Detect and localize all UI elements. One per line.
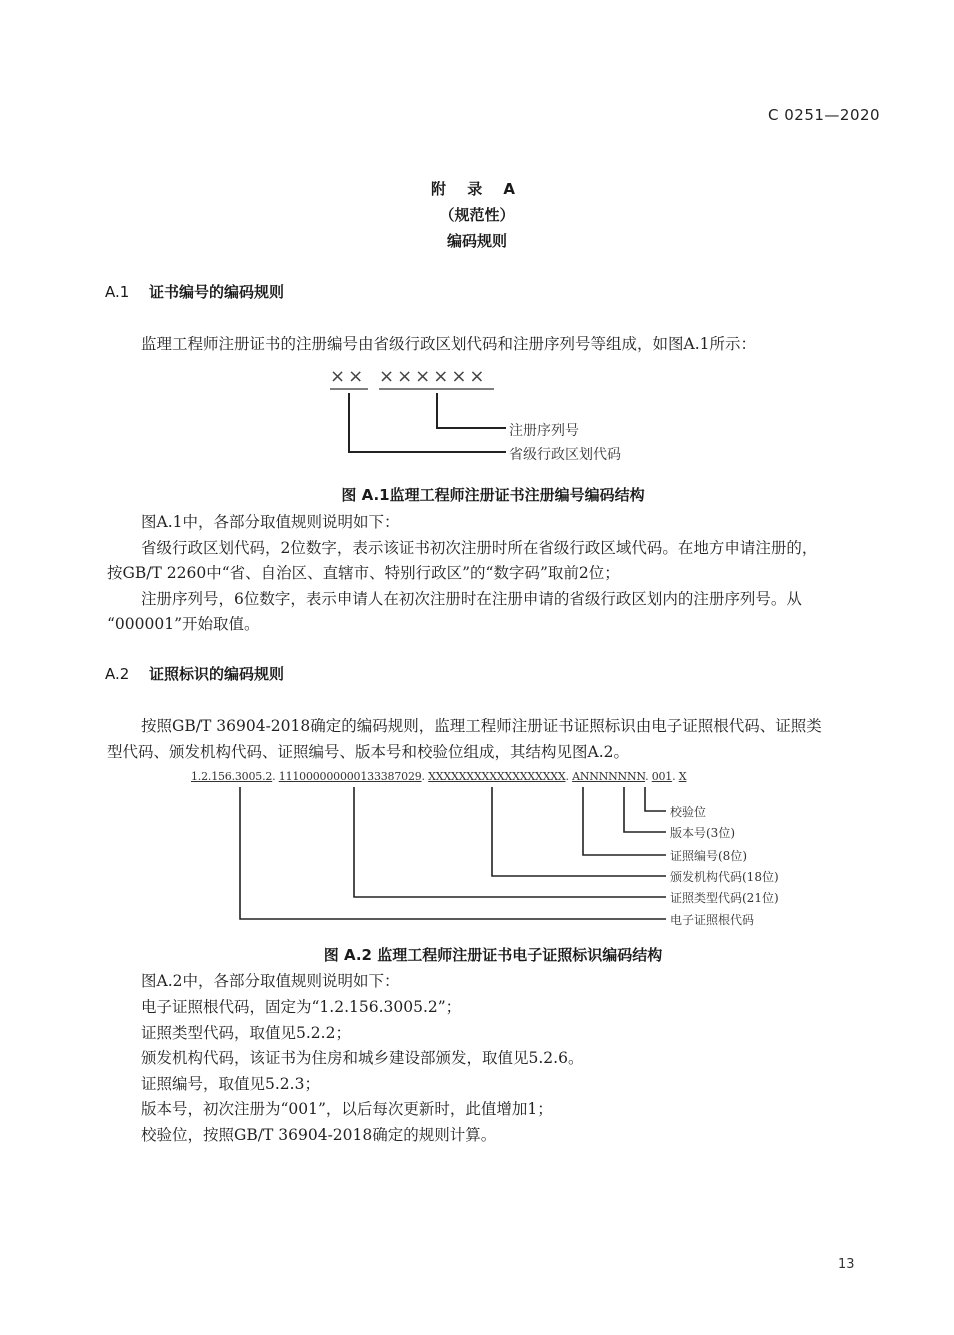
connector-check [645, 787, 666, 811]
connector-root [240, 787, 666, 919]
paragraph-a2-exp-6: 校验位，按照GB/T 36904-2018确定的规则计算。 [141, 1126, 497, 1144]
paragraph-a2-exp-1: 电子证照根代码，固定为“1.2.156.3005.2”； [141, 998, 462, 1016]
code-part-issuer: XXXXXXXXXXXXXXXXXX [428, 770, 566, 783]
code-part-province: ×× [330, 366, 367, 387]
paragraph-a1-intro: 监理工程师注册证书的注册编号由省级行政区划代码和注册序列号等组成，如图A.1所示： [141, 335, 756, 353]
annex-subject: 编码规则 [446, 232, 507, 250]
paragraph-a1-lead: 图A.1中，各部分取值规则说明如下： [141, 513, 400, 531]
separator: . [565, 770, 569, 783]
figure-a2-caption: 图 A.2 监理工程师注册证书电子证照标识编码结构 [323, 946, 663, 964]
paragraph-a2-lead: 图A.2中，各部分取值规则说明如下： [141, 972, 400, 990]
separator: . [672, 770, 676, 783]
section-title: 证照标识的编码规则 [149, 665, 285, 683]
connector-type [354, 787, 666, 897]
label-type-code: 证照类型代码(21位) [670, 891, 779, 905]
section-number: A.1 [105, 283, 130, 301]
code-part-type: 111000000000133387029 [278, 770, 422, 783]
paragraph-a2-intro-1: 按照GB/T 36904-2018确定的编码规则，监理工程师注册证书证照标识由电子证照根代码、证照类 [141, 717, 822, 735]
paragraph-a2-exp-5: 版本号，初次注册为“001”，以后每次更新时，此值增加1； [141, 1100, 553, 1118]
annex-nature: （规范性） [439, 206, 515, 224]
separator: . [421, 770, 425, 783]
label-version: 版本号(3位) [670, 826, 735, 840]
label-root-code: 电子证照根代码 [670, 913, 755, 927]
page-number: 13 [838, 1257, 855, 1272]
paragraph-a2-exp-2: 证照类型代码，取值见5.2.2； [141, 1024, 351, 1042]
section-number: A.2 [105, 665, 130, 683]
paragraph-a2-exp-3: 颁发机构代码，该证书为住房和城乡建设部颁发，取值见5.2.6。 [141, 1049, 584, 1067]
figure-a1-caption: 图 A.1监理工程师注册证书注册编号编码结构 [341, 486, 645, 504]
code-part-version: 001 [651, 770, 673, 783]
label-province: 省级行政区划代码 [509, 447, 621, 463]
label-check-digit: 校验位 [670, 805, 707, 819]
code-part-root: 1.2.156.3005.2 [191, 770, 273, 783]
label-serial: 注册序列号 [509, 423, 579, 439]
code-part-check: X [678, 770, 687, 783]
label-issuer-code: 颁发机构代码(18位) [670, 870, 779, 884]
separator: . [272, 770, 276, 783]
paragraph-a2-intro-2: 型代码、颁发机构代码、证照编号、版本号和校验位组成，其结构见图A.2。 [107, 743, 629, 761]
paragraph-a1-exp-3: 注册序列号，6位数字，表示申请人在初次注册时在注册申请的省级行政区划内的注册序列号。从 [141, 590, 802, 608]
code-part-number: ANNNNNNN [572, 770, 646, 783]
annex-title: 附 录 A [430, 180, 524, 198]
document-code: C 0251—2020 [768, 106, 881, 124]
code-part-serial: ×××××× [379, 366, 488, 387]
section-title: 证书编号的编码规则 [149, 283, 285, 301]
label-license-number: 证照编号(8位) [670, 849, 747, 863]
paragraph-a1-exp-4: “000001”开始取值。 [107, 615, 260, 633]
separator: . [645, 770, 649, 783]
paragraph-a1-exp-1: 省级行政区划代码，2位数字，表示该证书初次注册时所在省级行政区域代码。在地方申请注册的， [141, 539, 818, 557]
paragraph-a2-exp-4: 证照编号，取值见5.2.3； [141, 1075, 320, 1093]
paragraph-a1-exp-2: 按GB/T 2260中“省、自治区、直辖市、特别行政区”的“数字码”取前2位； [107, 564, 620, 582]
